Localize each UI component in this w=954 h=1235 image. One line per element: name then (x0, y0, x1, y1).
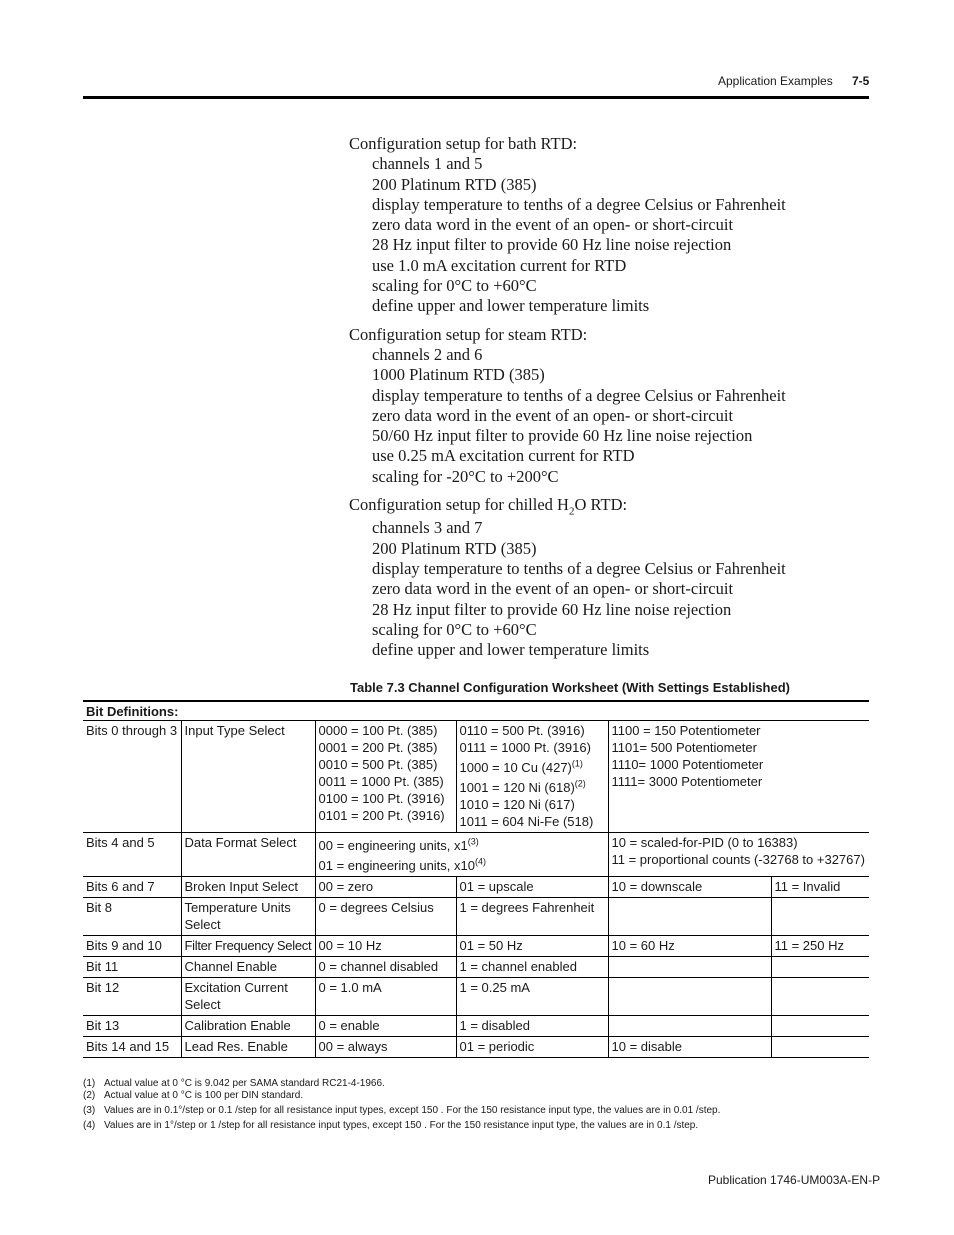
publication-number: Publication 1746-UM003A-EN-P (708, 1173, 881, 1187)
value-cell: 1 = degrees Fahrenheit (456, 898, 608, 936)
bits-cell: Bits 14 and 15 (83, 1037, 181, 1058)
setup-item: zero data word in the event of an open- or short-circuit (372, 215, 734, 235)
channel-configuration-table (83, 700, 869, 1058)
value-cell (315, 721, 456, 833)
setup-item: define upper and lower temperature limits (372, 640, 650, 660)
function-cell: Data Format Select (181, 833, 315, 877)
value-cell: 10 = downscale (608, 877, 771, 898)
table-row (83, 978, 869, 1016)
setup-item: 28 Hz input filter to provide 60 Hz line noise rejection (372, 599, 732, 619)
table-header-row (83, 701, 869, 721)
bits-cell: Bits 0 through 3 (83, 721, 181, 833)
table-row (83, 877, 869, 898)
bits-cell: Bit 12 (83, 978, 181, 1016)
value-cell: 0 = degrees Celsius (315, 898, 456, 936)
setup-item: scaling for 0°C to +60°C (372, 619, 537, 639)
setup-item: 200 Platinum RTD (385) (372, 174, 537, 194)
setup-intro: Configuration setup for bath RTD: (349, 134, 578, 153)
bits-cell: Bit 11 (83, 957, 181, 978)
setup-item: display temperature to tenths of a degree Celsius or Fahrenheit (372, 558, 786, 578)
value-cell: 11 = Invalid (771, 877, 869, 898)
value-line (460, 779, 605, 796)
footnote-text: Actual value at 0 °C is 100 per DIN standard. (104, 1090, 304, 1101)
footnote (83, 1078, 869, 1090)
bits-cell: Bits 4 and 5 (83, 833, 181, 877)
footnote-text: Values are in 0.1°/step or 0.1 /step for all resistance input types, except 150 . For the 150 resistance input type, the values are in 0.01 /step. (104, 1105, 721, 1116)
setup-item: define upper and lower temperature limits (372, 296, 650, 316)
value-cell: 00 = 10 Hz (315, 936, 456, 957)
setup-intro: Configuration setup for steam RTD: (349, 324, 588, 344)
table-caption: Table 7.3 Channel Configuration Worksheet (With Settings Established) (350, 680, 791, 695)
table-row (83, 1037, 869, 1058)
setup-item: 1000 Platinum RTD (385) (372, 365, 545, 385)
table-header-cell: Bit Definitions: (83, 701, 869, 721)
setup-item: display temperature to tenths of a degree Celsius or Fahrenheit (372, 194, 786, 214)
value-line: 0110 = 500 Pt. (3916) (459, 723, 585, 738)
setup-item: display temperature to tenths of a degree Celsius or Fahrenheit (372, 385, 786, 405)
table-row (83, 1016, 869, 1037)
value-cell: 1 = channel enabled (456, 957, 608, 978)
table-row (83, 721, 869, 833)
value-cell: 1 = disabled (456, 1016, 608, 1037)
value-cell: 10 = disable (608, 1037, 771, 1058)
setup-item: channels 2 and 6 (372, 344, 483, 364)
value-line: 1111= 3000 Potentiometer (611, 774, 763, 789)
value-cell: 0 = enable (315, 1016, 456, 1037)
value-cell: 10 = 60 Hz (608, 936, 771, 957)
value-cell: 01 = periodic (456, 1037, 608, 1058)
function-cell: Lead Res. Enable (181, 1037, 315, 1058)
footnote (83, 1090, 869, 1102)
value-text: 1001 = 120 Ni (618) (459, 780, 575, 795)
footnote-number: (2) (83, 1090, 96, 1101)
value-line: 0001 = 200 Pt. (385) (318, 740, 438, 755)
function-cell: Filter Frequency Select (181, 936, 315, 957)
value-line: 11 = proportional counts (-32768 to +32767) (611, 852, 865, 867)
value-line: 10 = scaled-for-PID (0 to 16383) (611, 835, 798, 850)
value-text: 1000 = 10 Cu (427) (459, 760, 572, 775)
value-text: 00 = engineering units, x1 (318, 838, 468, 853)
table-row (83, 957, 869, 978)
setup-item: scaling for 0°C to +60°C (372, 276, 537, 296)
value-cell: 0 = 1.0 mA (315, 978, 456, 1016)
value-line: 0100 = 100 Pt. (3916) (318, 791, 445, 806)
footnote (83, 1105, 869, 1117)
footnote-ref: (3) (467, 836, 479, 847)
setup-item: use 1.0 mA excitation current for RTD (372, 255, 627, 275)
bits-cell: Bits 6 and 7 (83, 877, 181, 898)
value-cell: 1 = 0.25 mA (456, 978, 608, 1016)
value-cell: 0 = channel disabled (315, 957, 456, 978)
empty-cell (771, 1037, 869, 1058)
value-line: 0111 = 1000 Pt. (3916) (459, 740, 591, 755)
value-cell: 01 = upscale (456, 877, 608, 898)
table-row (83, 898, 869, 936)
setup-intro (349, 495, 869, 518)
value-line (319, 857, 605, 874)
value-line: 0011 = 1000 Pt. (385) (318, 774, 444, 789)
bits-cell: Bit 8 (83, 898, 181, 936)
configuration-setups (349, 134, 869, 668)
setup-item: channels 3 and 7 (372, 518, 483, 538)
value-line (460, 759, 605, 776)
value-cell: 11 = 250 Hz (771, 936, 869, 957)
table-row (83, 833, 869, 877)
footnote-ref: (4) (474, 856, 486, 867)
intro-text: O RTD: (574, 495, 628, 515)
bath-rtd-setup (349, 134, 869, 317)
value-text: 01 = engineering units, x10 (318, 858, 475, 873)
value-cell: 00 = zero (315, 877, 456, 898)
empty-cell (608, 1016, 771, 1037)
value-line: 1100 = 150 Potentiometer (611, 723, 761, 738)
table-row (83, 936, 869, 957)
setup-item: zero data word in the event of an open- or short-circuit (372, 405, 734, 425)
value-line: 0010 = 500 Pt. (385) (318, 757, 438, 772)
setup-item: use 0.25 mA excitation current for RTD (372, 446, 635, 466)
empty-cell (771, 957, 869, 978)
header-rule (83, 96, 869, 99)
chilled-water-rtd-setup (349, 495, 869, 660)
subscript: 2 (568, 505, 575, 518)
setup-item: zero data word in the event of an open- or short-circuit (372, 579, 734, 599)
table-footnotes (83, 1078, 869, 1132)
empty-cell (608, 898, 771, 936)
setup-item: channels 1 and 5 (372, 154, 483, 174)
setup-item: scaling for -20°C to +200°C (372, 466, 559, 486)
value-line: 1011 = 604 Ni-Fe (518) (459, 814, 594, 829)
intro-text: Configuration setup for chilled H (349, 495, 569, 515)
footnote-number: (1) (83, 1078, 96, 1089)
footnote-ref: (2) (574, 778, 586, 789)
value-cell: 00 = always (315, 1037, 456, 1058)
value-cell (456, 721, 608, 833)
function-cell: Excitation Current Select (181, 978, 315, 1016)
function-cell: Channel Enable (181, 957, 315, 978)
footnote-text: Values are in 1°/step or 1 /step for all resistance input types, except 150 . For the 150 resistance input type, the values are in 0.1 /step. (104, 1120, 699, 1131)
value-cell (608, 721, 869, 833)
value-cell (315, 833, 608, 877)
function-cell: Calibration Enable (181, 1016, 315, 1037)
empty-cell (771, 1016, 869, 1037)
setup-item: 200 Platinum RTD (385) (372, 538, 537, 558)
value-line: 1010 = 120 Ni (617) (459, 797, 575, 812)
value-cell: 01 = 50 Hz (456, 936, 608, 957)
empty-cell (608, 957, 771, 978)
value-line: 1110= 1000 Potentiometer (611, 757, 764, 772)
function-cell: Broken Input Select (181, 877, 315, 898)
footnote-text: Actual value at 0 °C is 9.042 per SAMA standard RC21-4-1966. (104, 1078, 385, 1089)
footnote-ref: (1) (571, 758, 583, 769)
setup-item: 50/60 Hz input filter to provide 60 Hz line noise rejection (372, 426, 753, 446)
page-number: 7-5 (852, 74, 870, 88)
empty-cell (771, 978, 869, 1016)
setup-item: 28 Hz input filter to provide 60 Hz line noise rejection (372, 235, 732, 255)
function-cell: Input Type Select (181, 721, 315, 833)
function-cell: Temperature Units Select (181, 898, 315, 936)
footnote (83, 1120, 869, 1132)
value-cell (608, 833, 869, 877)
empty-cell (771, 898, 869, 936)
value-line (319, 837, 605, 854)
bits-cell: Bits 9 and 10 (83, 936, 181, 957)
steam-rtd-setup (349, 325, 869, 487)
bits-cell: Bit 13 (83, 1016, 181, 1037)
empty-cell (608, 978, 771, 1016)
value-line: 0101 = 200 Pt. (3916) (318, 808, 445, 823)
value-line: 1101= 500 Potentiometer (611, 740, 757, 755)
footnote-number: (4) (83, 1120, 96, 1131)
value-line: 0000 = 100 Pt. (385) (318, 723, 438, 738)
running-header-section: Application Examples (718, 74, 833, 88)
footnote-number: (3) (83, 1105, 96, 1116)
